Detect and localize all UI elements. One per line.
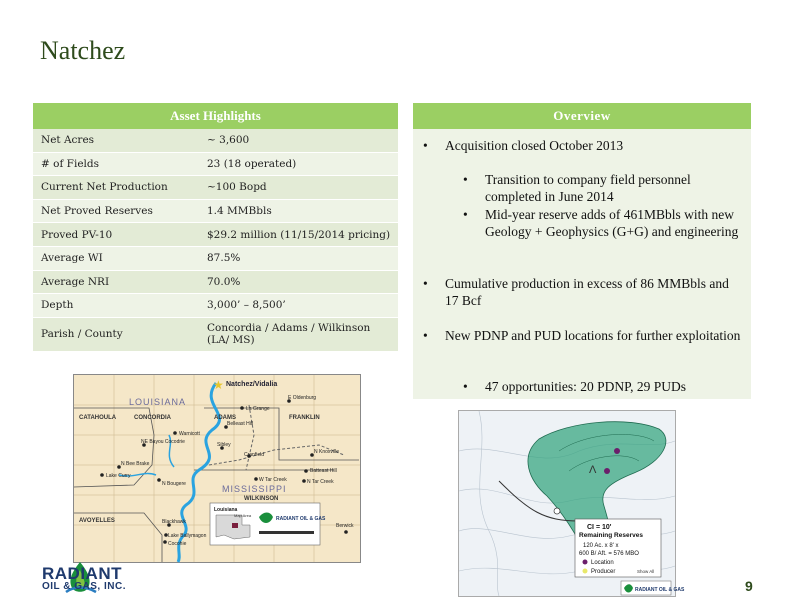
map-place: Batteast Hill: [310, 468, 337, 474]
map-county-label: AVOYELLES: [79, 518, 115, 524]
map-place: Lake Ballymagon: [168, 533, 207, 539]
map-county-label: ADAMS: [214, 415, 236, 421]
map-county-label: WILKINSON: [244, 496, 279, 502]
table-row: [33, 271, 398, 295]
map-place: Warnicott: [179, 431, 200, 437]
map-county-label: FRANKLIN: [289, 415, 320, 421]
table-row: [33, 223, 398, 247]
map-county-label: CATAHOULA: [79, 415, 117, 421]
table-cell-value: 87.5%: [207, 252, 241, 265]
table-cell-label: # of Fields: [41, 157, 100, 170]
legend-calc-1: 120 Ac. x 8' x: [583, 543, 619, 549]
map-inset-label: Louisiana: [214, 507, 238, 513]
overview-heading: Overview: [413, 103, 751, 129]
asset-highlights-table: [33, 103, 398, 352]
legend-producer: Producer: [591, 569, 616, 575]
map-place: N Bee Brake: [121, 461, 150, 467]
map-place: Sibley: [217, 442, 231, 448]
logo-line-1: RADIANT: [42, 564, 122, 583]
table-cell-value: $29.2 million (11/15/2014 pricing): [207, 228, 391, 241]
table-cell-label: Parish / County: [41, 328, 123, 341]
table-cell-value: 3,000’ – 8,500’: [207, 299, 286, 312]
map-state-label-mississippi: MISSISSIPPI: [222, 484, 287, 494]
reserves-contour-map: [458, 410, 685, 597]
table-cell-value: ~ 3,600: [207, 134, 250, 147]
map-inset-sub: Map Area: [234, 513, 252, 518]
map-inset-logo: RADIANT OIL & GAS: [276, 516, 326, 522]
map-place: La Grange: [246, 406, 270, 412]
page-title: Natchez: [40, 36, 126, 65]
table-cell-label: Depth: [41, 299, 74, 312]
overview-panel: [413, 103, 751, 399]
table-cell-value: Concordia / Adams / Wilkinson (LA/ MS): [207, 322, 371, 347]
map-place: Lake Curry: [106, 473, 131, 479]
map-place: Cocohie: [168, 541, 187, 547]
radiant-logo-text: [42, 566, 126, 592]
table-row: [33, 294, 398, 318]
table-row: [33, 200, 398, 224]
table-cell-value: 23 (18 operated): [207, 157, 297, 170]
page-number: 9: [745, 578, 753, 594]
logo-line-2: OIL & GAS, INC.: [42, 581, 126, 592]
table-cell-label: Proved PV-10: [41, 228, 113, 241]
table-cell-value: 70.0%: [207, 275, 241, 288]
map-county-label: CONCORDIA: [134, 415, 171, 421]
map-place: Cranfield: [244, 452, 265, 458]
table-cell-value: 1.4 MMBbls: [207, 205, 272, 218]
map-place: NE Bayou Cocodrie: [141, 439, 185, 445]
map-state-label-louisiana: LOUISIANA: [129, 397, 187, 407]
field-location-map: [73, 374, 361, 563]
table-row: [33, 129, 398, 153]
map-place: W Tar Creek: [259, 477, 287, 483]
map-place-natchez: Natchez/Vidalia: [226, 381, 278, 388]
legend-calc-2: 600 B/ Aft. = 576 MBO: [579, 551, 639, 557]
table-cell-label: Net Proved Reserves: [41, 205, 153, 218]
asset-highlights-rows: [33, 129, 398, 352]
map-place: Berwick: [336, 523, 354, 529]
map-place: Blackhawk: [162, 519, 186, 525]
svg-text:Λ: Λ: [589, 464, 597, 476]
map-place: N Bougere: [162, 481, 186, 487]
overview-subbullet-reserve-adds: • Mid-year reserve adds of 461MBbls with new Geology + Geophysics (G+G) and engineering: [485, 206, 747, 240]
map-place: Belleast Hill: [227, 421, 254, 427]
overview-bullet-acquisition: • Acquisition closed October 2013: [445, 137, 745, 154]
table-row: [33, 247, 398, 271]
table-row: [33, 318, 398, 352]
legend-location: Location: [591, 560, 614, 566]
table-row: [33, 153, 398, 177]
reserves-contour-map-graphic: [459, 411, 685, 596]
table-cell-label: Average NRI: [41, 275, 110, 288]
asset-highlights-heading: Asset Highlights: [33, 103, 398, 129]
table-row: [33, 176, 398, 200]
map-place: N Tar Creek: [307, 479, 334, 485]
table-cell-label: Net Acres: [41, 134, 95, 147]
overview-bullet-cumulative: • Cumulative production in excess of 86 MMBbls and 17 Bcf: [445, 275, 745, 309]
legend-title: Remaining Reserves: [579, 532, 643, 539]
map-place: E Oldenburg: [288, 395, 317, 401]
table-cell-value: ~100 Bopd: [207, 181, 267, 194]
overview-subbullet-opportunities: • 47 opportunities: 20 PDNP, 29 PUDs: [485, 378, 747, 395]
map-place: N Knoxville: [314, 449, 340, 455]
map2-logo: RADIANT OIL & GAS: [635, 587, 685, 593]
natchez-star-icon: ★: [213, 378, 224, 392]
legend-show-all: Show All: [637, 569, 655, 574]
field-location-map-graphic: [74, 375, 360, 562]
legend-ci: CI = 10': [587, 524, 612, 531]
overview-bullet-pdnp-pud: • New PDNP and PUD locations for further exploitation: [445, 327, 745, 344]
overview-subbullet-transition: • Transition to company field personnel completed in June 2014: [485, 171, 747, 205]
table-cell-label: Average WI: [41, 252, 103, 265]
table-cell-label: Current Net Production: [41, 181, 168, 194]
